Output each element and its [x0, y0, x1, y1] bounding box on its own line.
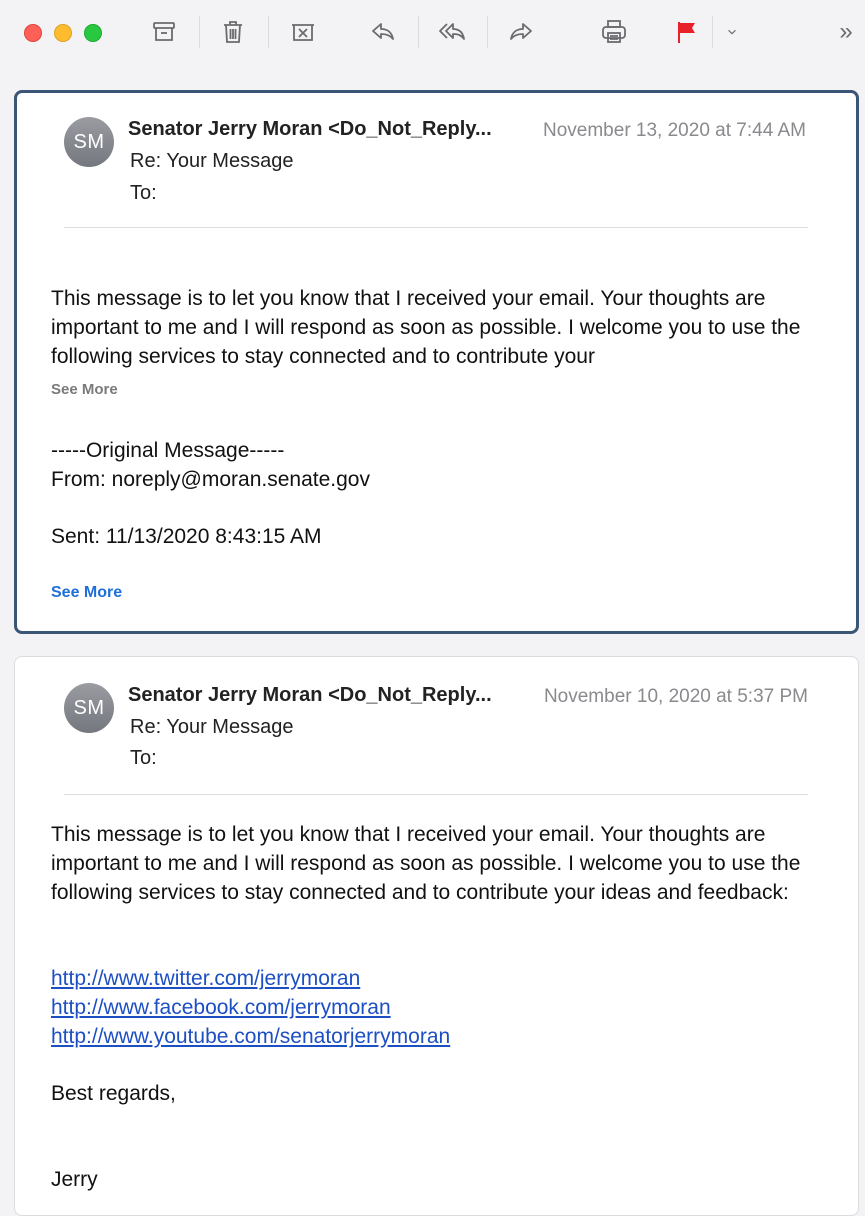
junk-button[interactable] [283, 14, 323, 50]
youtube-link[interactable]: http://www.youtube.com/senatorjerrymoran [51, 1025, 451, 1048]
message-subject: Re: Your Message [130, 150, 294, 172]
link-list [51, 964, 450, 1051]
original-message [51, 436, 370, 551]
print-button[interactable] [594, 14, 634, 50]
toolbar [0, 0, 865, 64]
reply-all-button[interactable] [432, 14, 472, 50]
original-sent: Sent: 11/13/2020 8:43:15 AM [51, 525, 322, 548]
message-body: This message is to let you know that I received your email. Your thoughts are important to me and I will respond as soon as possible. I welcome you to use the following services to stay connected and to contribute your [51, 287, 801, 368]
forward-icon [507, 18, 535, 46]
print-icon [600, 18, 628, 46]
delete-button[interactable] [213, 14, 253, 50]
facebook-link[interactable]: http://www.facebook.com/jerrymoran [51, 996, 391, 1019]
see-more-link[interactable]: See More [51, 584, 123, 601]
message-card-2[interactable] [14, 656, 859, 1216]
closing: Best regards, [51, 1082, 176, 1105]
message-card-1[interactable] [14, 90, 859, 634]
forward-button[interactable] [501, 14, 541, 50]
archive-icon [150, 18, 178, 46]
twitter-link[interactable]: http://www.twitter.com/jerrymoran [51, 967, 361, 990]
reply-icon [369, 18, 397, 46]
reply-all-icon [438, 18, 466, 46]
sender-name: Senator Jerry Moran <Do_Not_Reply... [128, 118, 492, 140]
minimize-window-button[interactable] [54, 24, 72, 42]
original-header: -----Original Message----- [51, 439, 285, 462]
header-divider [64, 227, 808, 228]
zoom-window-button[interactable] [84, 24, 102, 42]
junk-icon [289, 18, 317, 46]
avatar: SM [64, 117, 114, 167]
sender-name: Senator Jerry Moran <Do_Not_Reply... [128, 684, 492, 706]
message-subject: Re: Your Message [130, 716, 294, 738]
archive-button[interactable] [144, 14, 184, 50]
header-divider [64, 794, 808, 795]
flag-button[interactable] [666, 14, 706, 50]
close-window-button[interactable] [24, 24, 42, 42]
flag-menu-button[interactable] [712, 14, 752, 50]
toolbar-overflow-button[interactable]: » [839, 18, 853, 45]
chevron-down-icon [724, 24, 740, 40]
reply-button[interactable] [363, 14, 403, 50]
to-label: To: [130, 747, 157, 769]
flag-icon [672, 18, 700, 46]
original-from: From: noreply@moran.senate.gov [51, 468, 370, 491]
avatar: SM [64, 683, 114, 733]
message-date: November 13, 2020 at 7:44 AM [543, 120, 806, 141]
trash-icon [219, 18, 247, 46]
message-body: This message is to let you know that I received your email. Your thoughts are important to me and I will respond as soon as possible. I welcome you to use the following services to stay connected and to contribute your ideas and feedback: [51, 823, 801, 904]
see-more-link[interactable]: See More [51, 381, 118, 398]
message-date: November 10, 2020 at 5:37 PM [543, 686, 808, 707]
to-label: To: [130, 182, 157, 204]
signature: Jerry [51, 1168, 98, 1191]
